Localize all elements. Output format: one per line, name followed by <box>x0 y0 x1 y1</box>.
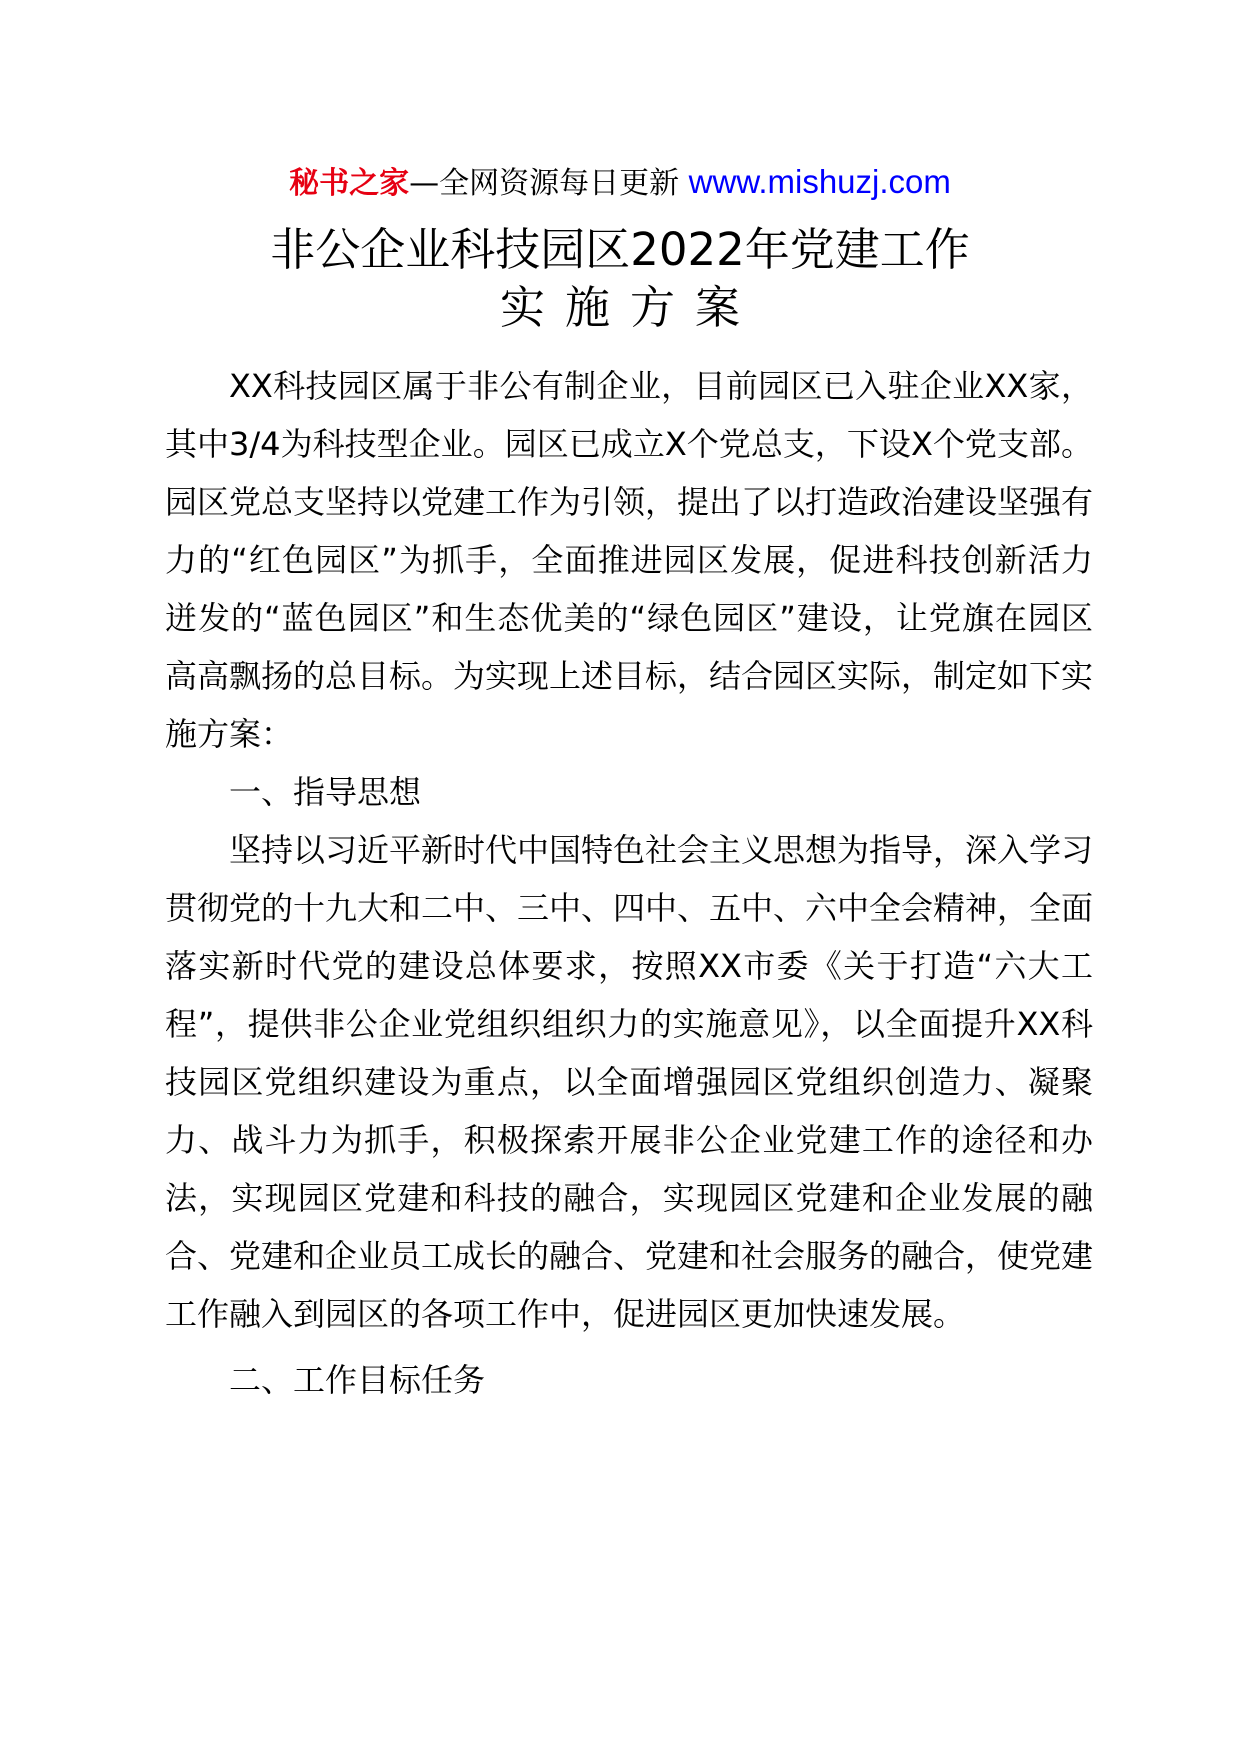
watermark-header <box>0 160 1240 206</box>
document-subtitle: 实施方案 <box>499 281 760 334</box>
brand-tagline: —全网资源每日更新 <box>409 166 689 201</box>
document-title: 非公企业科技园区2022年党建工作 <box>270 223 970 276</box>
guiding-ideology-paragraph: 坚持以习近平新时代中国特色社会主义思想为指导，深入学习贯彻党的十九大和二中、三中、四中、五中、六中全会精神，全面落实新时代党的建设总体要求，按照XX市委《关于打造“六大工程”，提供非公企业党组织组织力的实施意见》，以全面提升XX科技园区党组织建设为重点，以全面增强园区党组织创造力、凝聚力、战斗力为抓手，积极探索开展非公企业党建工作的途径和办法，实现园区党建和科技的融合，实现园区党建和企业发展的融合、党建和企业员工成长的融合、党建和社会服务的融合，使党建工作融入到园区的各项工作中，促进园区更加快速发展。 <box>165 831 1094 1333</box>
site-url[interactable]: www.mishuzj.com <box>688 163 951 200</box>
document-body <box>165 357 1093 1409</box>
section-heading-2: 二、工作目标任务 <box>229 1361 486 1399</box>
brand-name: 秘书之家 <box>289 166 410 201</box>
intro-paragraph: XX科技园区属于非公有制企业，目前园区已入驻企业XX家，其中3/4为科技型企业。园区已成立X个党总支，下设X个党支部。园区党总支坚持以党建工作为引领，提出了以打造政治建设坚强有力的“红色园区”为抓手，全面推进园区发展，促进科技创新活力迸发的“蓝色园区”和生态优美的“绿色园区”建设，让党旗在园区高高飘扬的总目标。为实现上述目标，结合园区实际，制定如下实施方案： <box>165 367 1094 753</box>
section-heading-1: 一、指导思想 <box>229 773 422 811</box>
